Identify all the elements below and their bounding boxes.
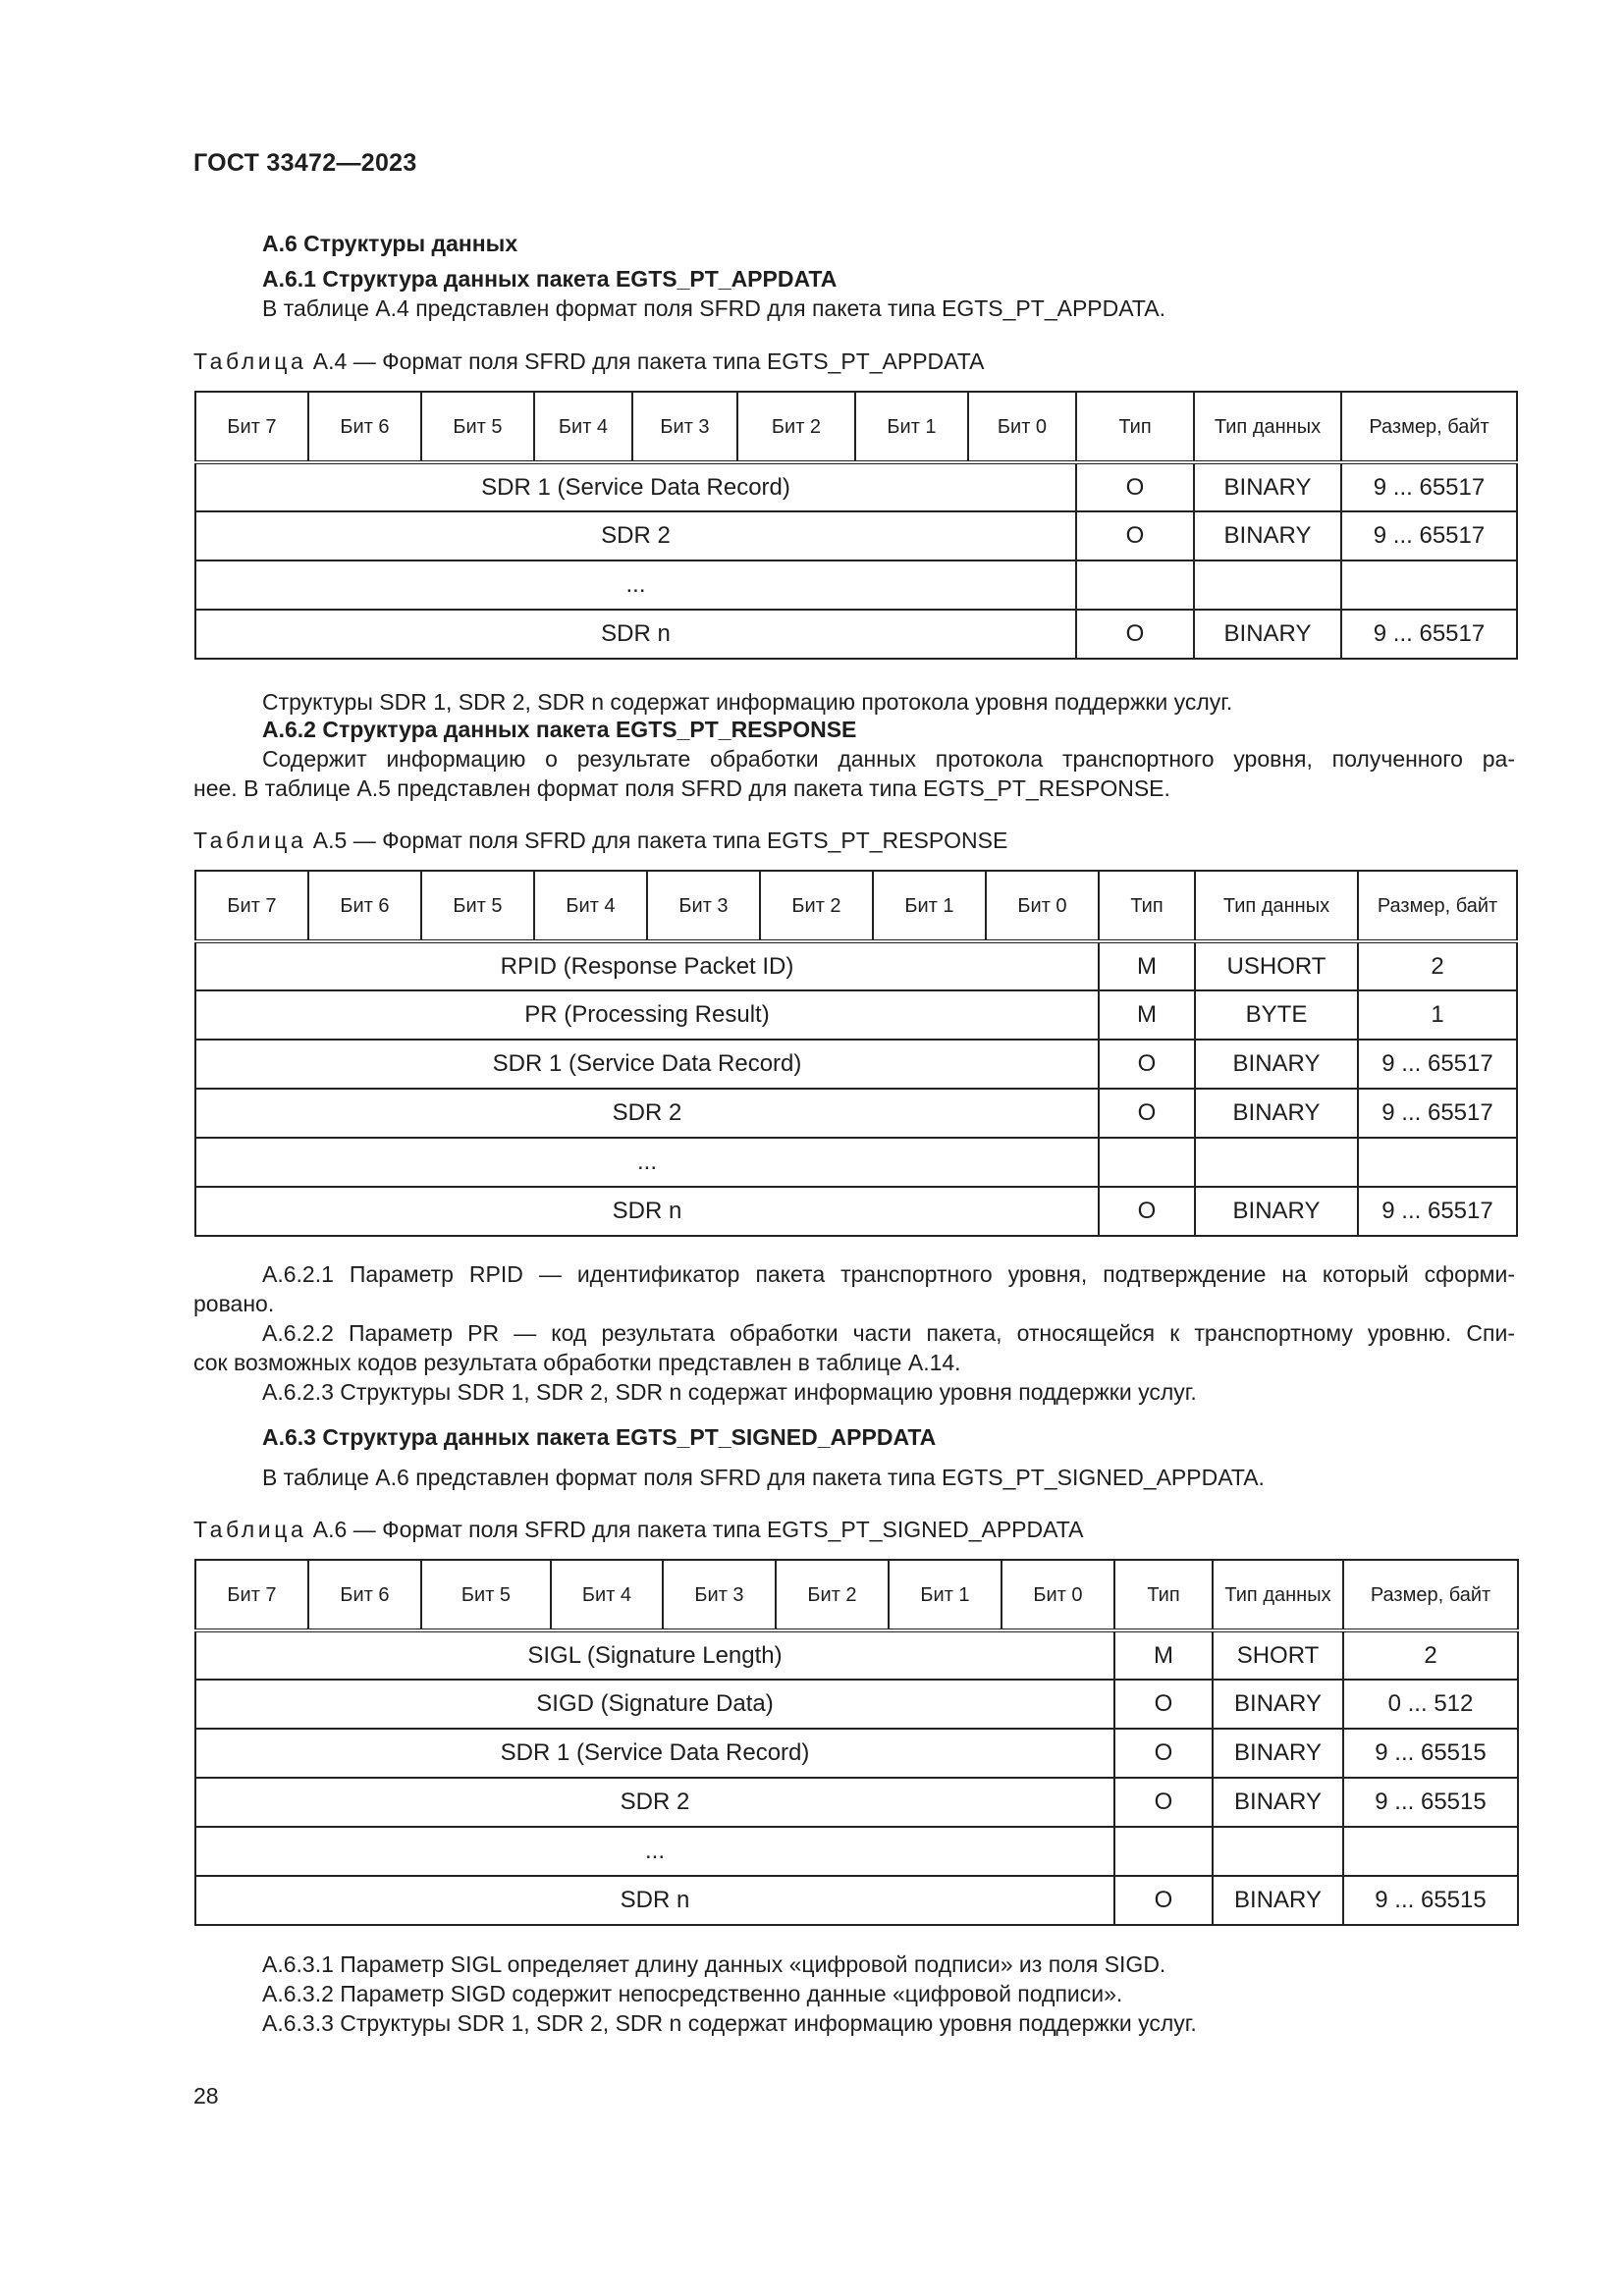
table-caption xyxy=(193,1517,1083,1543)
field-name-cell: RPID (Response Packet ID) xyxy=(195,941,1099,990)
header-cell: Размер, байт xyxy=(1341,392,1517,462)
header-cell: Бит 7 xyxy=(195,392,308,462)
table-caption-word: Таблица xyxy=(193,348,307,374)
table-caption xyxy=(193,348,984,375)
field-name-cell: SDR n xyxy=(195,1187,1099,1236)
header-cell: Бит 3 xyxy=(632,392,737,462)
data-type-cell: BINARY xyxy=(1213,1729,1343,1778)
table-header-row xyxy=(195,392,1517,462)
header-cell: Тип данных xyxy=(1194,392,1341,462)
table-caption-text: А.4 — Формат поля SFRD для пакета типа EGTS_PT_APPDATA xyxy=(312,348,985,374)
data-type-cell: SHORT xyxy=(1213,1630,1343,1680)
subsection-title: А.6.1 Структура данных пакета EGTS_PT_APPDATA xyxy=(262,266,838,292)
type-cell: O xyxy=(1114,1778,1213,1827)
header-cell: Бит 1 xyxy=(873,871,986,941)
table-row xyxy=(195,561,1517,610)
field-name-cell: SDR 2 xyxy=(195,1778,1114,1827)
data-type-cell: BINARY xyxy=(1195,1040,1358,1089)
field-name-cell: SDR n xyxy=(195,1876,1114,1925)
data-type-cell: BINARY xyxy=(1213,1778,1343,1827)
type-cell xyxy=(1076,561,1194,610)
header-cell: Бит 7 xyxy=(195,871,308,941)
header-cell: Бит 3 xyxy=(647,871,760,941)
header-cell: Размер, байт xyxy=(1343,1560,1518,1630)
table-row xyxy=(195,1630,1518,1680)
field-name-cell: SDR 2 xyxy=(195,511,1076,561)
table-row xyxy=(195,1138,1517,1187)
size-cell xyxy=(1341,561,1517,610)
header-cell: Бит 1 xyxy=(889,1560,1001,1630)
field-name-cell: SIGD (Signature Data) xyxy=(195,1680,1114,1729)
paragraph: В таблице А.4 представлен формат поля SFRD для пакета типа EGTS_PT_APPDATA. xyxy=(262,295,1165,321)
table-caption-text: А.5 — Формат поля SFRD для пакета типа EGTS_PT_RESPONSE xyxy=(312,828,1008,853)
type-cell: M xyxy=(1099,941,1195,990)
table-header-row xyxy=(195,1560,1518,1630)
table-row xyxy=(195,1680,1518,1729)
subsection-title: А.6.2 Структура данных пакета EGTS_PT_RESPONSE xyxy=(262,717,857,742)
type-cell: O xyxy=(1099,1187,1195,1236)
size-cell: 9 ... 65515 xyxy=(1343,1729,1518,1778)
table-a6 xyxy=(194,1559,1519,1926)
table-row xyxy=(195,511,1517,561)
size-cell: 1 xyxy=(1358,990,1517,1040)
type-cell xyxy=(1099,1138,1195,1187)
table-row xyxy=(195,610,1517,659)
size-cell: 9 ... 65517 xyxy=(1341,511,1517,561)
paragraph: ровано. xyxy=(193,1291,275,1316)
size-cell: 2 xyxy=(1358,941,1517,990)
type-cell: O xyxy=(1114,1680,1213,1729)
table-row xyxy=(195,990,1517,1040)
data-type-cell xyxy=(1195,1138,1358,1187)
header-cell: Бит 5 xyxy=(421,1560,551,1630)
data-type-cell: BINARY xyxy=(1194,610,1341,659)
data-type-cell: BINARY xyxy=(1213,1876,1343,1925)
table-row xyxy=(195,1778,1518,1827)
field-name-cell: SDR 1 (Service Data Record) xyxy=(195,462,1076,511)
field-name-cell: SDR 1 (Service Data Record) xyxy=(195,1040,1099,1089)
header-cell: Бит 6 xyxy=(308,1560,421,1630)
data-type-cell: BINARY xyxy=(1194,511,1341,561)
field-name-cell: SDR 1 (Service Data Record) xyxy=(195,1729,1114,1778)
page-number: 28 xyxy=(193,2083,219,2109)
paragraph: Содержит информацию о результате обработки данных протокола транспортного уровня, полученного ра- xyxy=(262,746,1515,772)
type-cell: O xyxy=(1114,1876,1213,1925)
table-caption-text: А.6 — Формат поля SFRD для пакета типа EGTS_PT_SIGNED_APPDATA xyxy=(312,1517,1084,1542)
table-caption xyxy=(193,828,1007,854)
size-cell: 9 ... 65515 xyxy=(1343,1876,1518,1925)
paragraph: нее. В таблице А.5 представлен формат поля SFRD для пакета типа EGTS_PT_RESPONSE. xyxy=(193,775,1170,801)
data-type-cell: BINARY xyxy=(1195,1187,1358,1236)
size-cell: 9 ... 65515 xyxy=(1343,1778,1518,1827)
header-cell: Тип xyxy=(1076,392,1194,462)
table-row xyxy=(195,1827,1518,1876)
data-type-cell xyxy=(1194,561,1341,610)
type-cell: O xyxy=(1076,610,1194,659)
table-row xyxy=(195,1876,1518,1925)
header-cell: Бит 6 xyxy=(308,871,421,941)
type-cell: O xyxy=(1076,511,1194,561)
header-cell: Бит 4 xyxy=(551,1560,663,1630)
header-cell: Бит 7 xyxy=(195,1560,308,1630)
table-caption-word: Таблица xyxy=(193,828,307,853)
size-cell: 9 ... 65517 xyxy=(1358,1040,1517,1089)
header-cell: Бит 3 xyxy=(663,1560,776,1630)
size-cell: 9 ... 65517 xyxy=(1341,462,1517,511)
header-cell: Бит 5 xyxy=(421,392,534,462)
header-cell: Тип данных xyxy=(1195,871,1358,941)
size-cell: 9 ... 65517 xyxy=(1358,1089,1517,1138)
field-name-cell: ... xyxy=(195,1827,1114,1876)
header-cell: Тип данных xyxy=(1213,1560,1343,1630)
table-row xyxy=(195,941,1517,990)
header-cell: Бит 5 xyxy=(421,871,534,941)
table-row xyxy=(195,1729,1518,1778)
data-type-cell: BINARY xyxy=(1195,1089,1358,1138)
header-cell: Бит 2 xyxy=(737,392,855,462)
header-cell: Бит 0 xyxy=(986,871,1099,941)
table-a5 xyxy=(194,870,1518,1237)
size-cell: 0 ... 512 xyxy=(1343,1680,1518,1729)
header-cell: Размер, байт xyxy=(1358,871,1517,941)
subsection-title: А.6.3 Структура данных пакета EGTS_PT_SIGNED_APPDATA xyxy=(262,1424,937,1450)
header-cell: Тип xyxy=(1099,871,1195,941)
type-cell: O xyxy=(1099,1089,1195,1138)
type-cell: O xyxy=(1099,1040,1195,1089)
field-name-cell: SIGL (Signature Length) xyxy=(195,1630,1114,1680)
data-type-cell: BINARY xyxy=(1213,1680,1343,1729)
size-cell: 2 xyxy=(1343,1630,1518,1680)
header-cell: Бит 4 xyxy=(534,392,632,462)
header-cell: Бит 0 xyxy=(968,392,1076,462)
field-name-cell: SDR n xyxy=(195,610,1076,659)
type-cell: O xyxy=(1114,1729,1213,1778)
size-cell xyxy=(1358,1138,1517,1187)
header-cell: Бит 1 xyxy=(855,392,968,462)
section-title: А.6 Структуры данных xyxy=(262,231,518,256)
paragraph: А.6.3.2 Параметр SIGD содержит непосредственно данные «цифровой подписи». xyxy=(262,1981,1123,2006)
table-row xyxy=(195,462,1517,511)
size-cell xyxy=(1343,1827,1518,1876)
header-cell: Бит 6 xyxy=(308,392,421,462)
header-cell: Бит 2 xyxy=(760,871,873,941)
size-cell: 9 ... 65517 xyxy=(1358,1187,1517,1236)
paragraph: А.6.2.2 Параметр PR — код результата обработки части пакета, относящейся к транспортному уровню. Спи- xyxy=(262,1320,1515,1346)
size-cell: 9 ... 65517 xyxy=(1341,610,1517,659)
type-cell: M xyxy=(1099,990,1195,1040)
data-type-cell: BYTE xyxy=(1195,990,1358,1040)
paragraph: сок возможных кодов результата обработки представлен в таблице А.14. xyxy=(193,1350,961,1375)
table-row xyxy=(195,1187,1517,1236)
document-id: ГОСТ 33472—2023 xyxy=(193,149,417,177)
table-header-row xyxy=(195,871,1517,941)
data-type-cell: BINARY xyxy=(1194,462,1341,511)
type-cell: O xyxy=(1076,462,1194,511)
field-name-cell: PR (Processing Result) xyxy=(195,990,1099,1040)
paragraph: А.6.3.3 Структуры SDR 1, SDR 2, SDR n содержат информацию уровня поддержки услуг. xyxy=(262,2010,1197,2036)
header-cell: Тип xyxy=(1114,1560,1213,1630)
type-cell: M xyxy=(1114,1630,1213,1680)
table-row xyxy=(195,1089,1517,1138)
table-caption-word: Таблица xyxy=(193,1517,307,1542)
field-name-cell: ... xyxy=(195,1138,1099,1187)
header-cell: Бит 4 xyxy=(534,871,647,941)
header-cell: Бит 2 xyxy=(776,1560,889,1630)
data-type-cell: USHORT xyxy=(1195,941,1358,990)
table-a4 xyxy=(194,391,1518,660)
field-name-cell: SDR 2 xyxy=(195,1089,1099,1138)
table-row xyxy=(195,1040,1517,1089)
data-type-cell xyxy=(1213,1827,1343,1876)
paragraph: А.6.2.1 Параметр RPID — идентификатор пакета транспортного уровня, подтверждение на который сформи- xyxy=(262,1261,1515,1287)
paragraph: В таблице А.6 представлен формат поля SFRD для пакета типа EGTS_PT_SIGNED_APPDATA. xyxy=(262,1465,1265,1490)
paragraph: А.6.2.3 Структуры SDR 1, SDR 2, SDR n содержат информацию уровня поддержки услуг. xyxy=(262,1379,1197,1405)
type-cell xyxy=(1114,1827,1213,1876)
field-name-cell: ... xyxy=(195,561,1076,610)
header-cell: Бит 0 xyxy=(1001,1560,1114,1630)
paragraph: Структуры SDR 1, SDR 2, SDR n содержат информацию протокола уровня поддержки услуг. xyxy=(262,689,1233,715)
paragraph: А.6.3.1 Параметр SIGL определяет длину данных «цифровой подписи» из поля SIGD. xyxy=(262,1951,1166,1977)
